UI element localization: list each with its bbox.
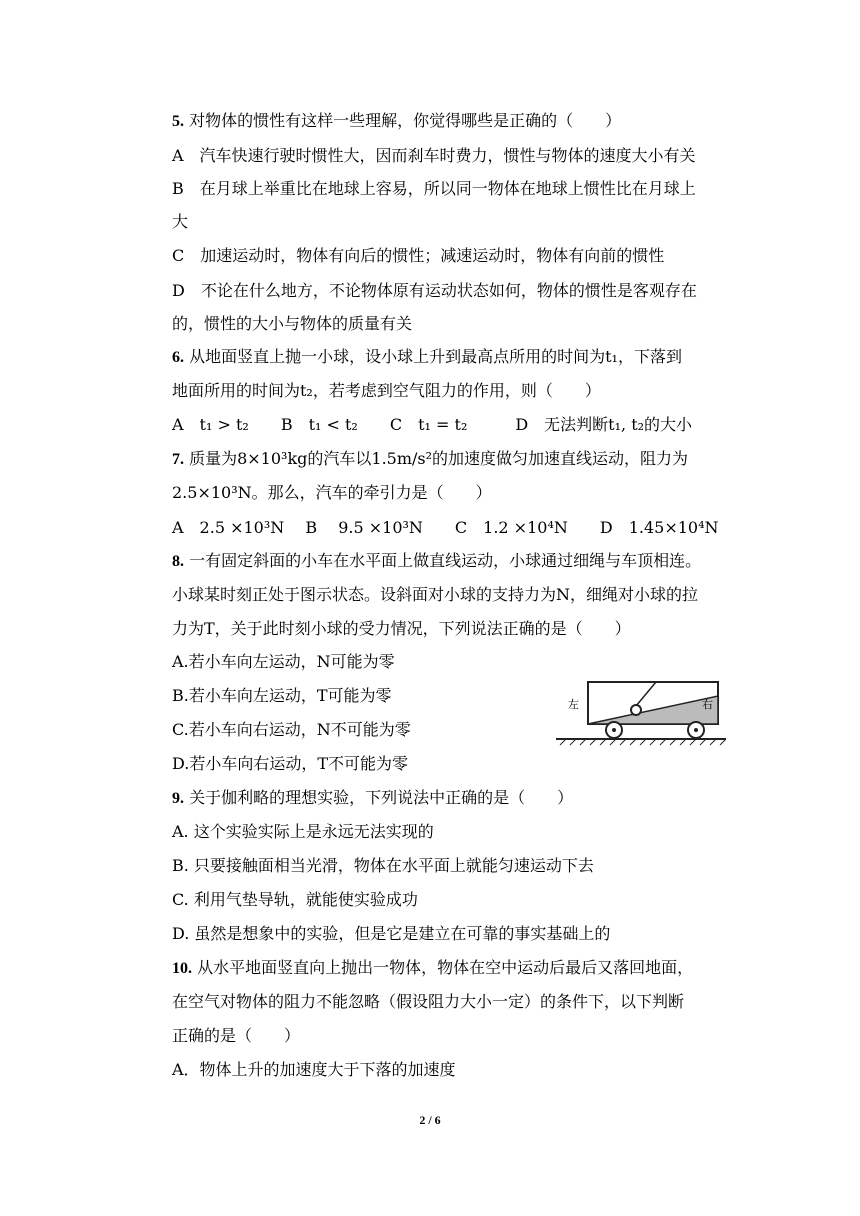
question-text: 一有固定斜面的小车在水平面上做直线运动，小球通过细绳与车顶相连。 xyxy=(189,551,702,570)
option-a: A. 这个实验实际上是永远无法实现的 xyxy=(172,822,434,841)
option-c: C. 利用气垫导轨，就能使实验成功 xyxy=(172,890,418,909)
question-6-stem-cont: 地面所用的时间为t₂，若考虑到空气阻力的作用，则（ ） xyxy=(172,381,601,400)
question-text: 从地面竖直上抛一小球，设小球上升到最高点所用的时间为t₁，下落到 xyxy=(189,347,682,366)
question-7-stem xyxy=(172,448,688,471)
question-10-stem-cont2: 正确的是（ ） xyxy=(172,1026,301,1045)
option-c: C.若小车向右运动，N不可能为零 xyxy=(172,720,411,739)
question-number: 6. xyxy=(172,349,184,366)
question-number: 7. xyxy=(172,451,184,468)
question-number: 9. xyxy=(172,790,184,807)
question-5-stem xyxy=(172,110,621,133)
question-number: 8. xyxy=(172,553,184,570)
question-text: 关于伽利略的理想实验，下列说法中正确的是（ ） xyxy=(189,788,574,807)
left-label: 左 xyxy=(568,698,579,711)
question-6-options: A t₁ > t₂ B t₁ < t₂ C t₁ = t₂ D 无法判断t₁, t₂的大小 xyxy=(172,415,693,434)
option-c: C 加速运动时，物体有向后的惯性；减速运动时，物体有向前的惯性 xyxy=(172,246,665,265)
question-9-stem xyxy=(172,787,573,810)
question-6-stem xyxy=(172,346,682,369)
option-d: D. 虽然是想象中的实验，但是它是建立在可靠的事实基础上的 xyxy=(172,924,611,943)
option-b: B.若小车向左运动，T可能为零 xyxy=(172,686,392,705)
option-a: A.若小车向左运动，N可能为零 xyxy=(172,652,395,671)
option-a: A．物体上升的加速度大于下落的加速度 xyxy=(172,1060,456,1079)
question-8-stem-cont2: 力为T，关于此时刻小球的受力情况，下列说法正确的是（ ） xyxy=(172,619,631,638)
option-d: D 不论在什么地方，不论物体原有运动状态如何，物体的惯性是客观存在 xyxy=(172,281,697,300)
question-8-stem-cont: 小球某时刻正处于图示状态。设斜面对小球的支持力为N，细绳对小球的拉 xyxy=(172,585,699,604)
question-8-stem xyxy=(172,550,701,573)
option-d: D.若小车向右运动，T不可能为零 xyxy=(172,754,409,773)
cart-incline-figure xyxy=(556,670,726,746)
question-text: 从水平地面竖直向上抛出一物体，物体在空中运动后最后又落回地面， xyxy=(197,958,694,977)
question-10-stem-cont: 在空气对物体的阻力不能忽略（假设阻力大小一定）的条件下，以下判断 xyxy=(172,992,685,1011)
option-a: A 汽车快速行驶时惯性大，因而刹车时费力，惯性与物体的速度大小有关 xyxy=(172,146,696,165)
question-text: 对物体的惯性有这样一些理解，你觉得哪些是正确的（ ） xyxy=(189,111,622,130)
option-b-cont: 大 xyxy=(172,212,189,231)
question-7-options: A 2.5 ×10³N B 9.5 ×10³N C 1.2 ×10⁴N D 1.45×10⁴N xyxy=(172,518,719,537)
option-d-cont: 的，惯性的大小与物体的质量有关 xyxy=(172,314,413,333)
option-b: B 在月球上举重比在地球上容易，所以同一物体在地球上惯性比在月球上 xyxy=(172,179,696,198)
right-label: 右 xyxy=(702,698,713,711)
page-number: 2 / 6 xyxy=(419,1113,441,1127)
question-text: 质量为8×10³kg的汽车以1.5m/s²的加速度做匀加速直线运动，阻力为 xyxy=(189,449,689,468)
question-number: 10. xyxy=(172,960,192,977)
question-10-stem xyxy=(172,957,693,980)
question-number: 5. xyxy=(172,113,184,130)
question-7-stem-cont: 2.5×10³N。那么，汽车的牵引力是（ ） xyxy=(172,483,492,502)
option-b: B. 只要接触面相当光滑，物体在水平面上就能匀速运动下去 xyxy=(172,856,594,875)
